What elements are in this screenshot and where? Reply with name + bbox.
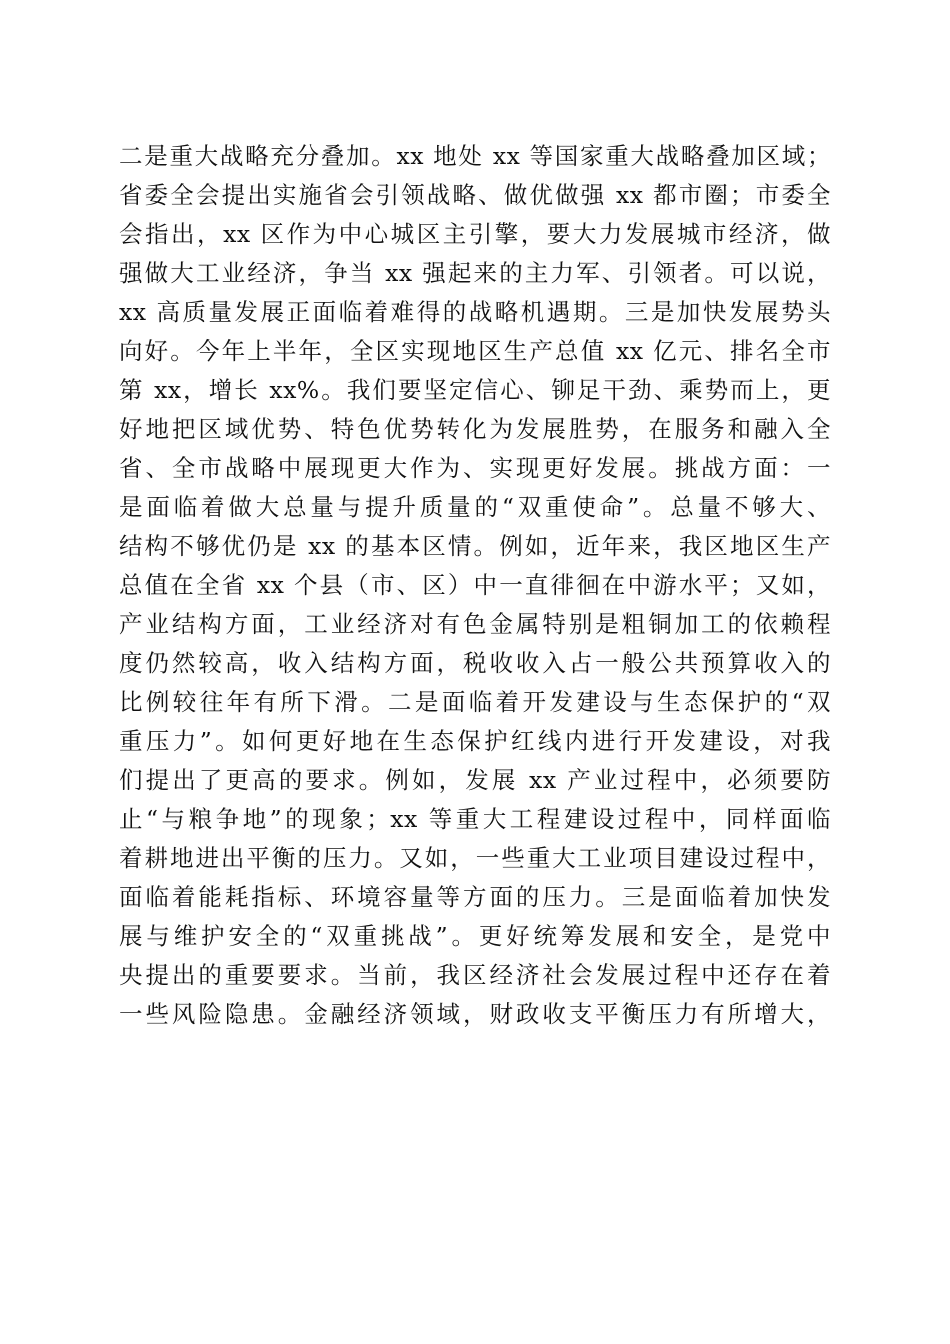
text-line-12: 总值在全省 xx 个县（市、区）中一直徘徊在中游水平；又如， <box>119 571 831 599</box>
text-line-16: 重压力”。如何更好地在生态保护红线内进行开发建设，对我 <box>119 727 831 755</box>
text-line-8: 好地把区域优势、特色优势转化为发展胜势，在服务和融入全 <box>119 415 831 443</box>
text-line-5: xx 高质量发展正面临着难得的战略机遇期。三是加快发展势头 <box>119 298 831 326</box>
text-line-13: 产业结构方面，工业经济对有色金属特别是粗铜加工的依赖程 <box>119 610 831 638</box>
text-line-1: 二是重大战略充分叠加。xx 地处 xx 等国家重大战略叠加区域； <box>119 142 831 170</box>
text-line-2: 省委全会提出实施省会引领战略、做优做强 xx 都市圈；市委全 <box>119 181 831 209</box>
text-line-7: 第 xx，增长 xx%。我们要坚定信心、铆足干劲、乘势而上，更 <box>119 376 831 404</box>
text-line-4: 强做大工业经济，争当 xx 强起来的主力军、引领者。可以说， <box>119 259 831 287</box>
text-line-6: 向好。今年上半年，全区实现地区生产总值 xx 亿元、排名全市 <box>119 337 831 365</box>
text-line-19: 着耕地进出平衡的压力。又如，一些重大工业项目建设过程中， <box>119 844 831 872</box>
text-line-18: 止“与粮争地”的现象；xx 等重大工程建设过程中，同样面临 <box>119 805 831 833</box>
text-line-14: 度仍然较高，收入结构方面，税收收入占一般公共预算收入的 <box>119 649 831 677</box>
text-line-10: 是面临着做大总量与提升质量的“双重使命”。总量不够大、 <box>119 493 831 521</box>
text-line-9: 省、全市战略中展现更大作为、实现更好发展。挑战方面：一 <box>119 454 831 482</box>
document-body-text <box>119 137 831 1034</box>
text-line-3: 会指出，xx 区作为中心城区主引擎，要大力发展城市经济，做 <box>119 220 831 248</box>
text-line-20: 面临着能耗指标、环境容量等方面的压力。三是面临着加快发 <box>119 883 831 911</box>
text-line-22: 央提出的重要要求。当前，我区经济社会发展过程中还存在着 <box>119 961 831 989</box>
text-line-21: 展与维护安全的“双重挑战”。更好统筹发展和安全，是党中 <box>119 922 831 950</box>
text-line-15: 比例较往年有所下滑。二是面临着开发建设与生态保护的“双 <box>119 688 831 716</box>
text-line-17: 们提出了更高的要求。例如，发展 xx 产业过程中，必须要防 <box>119 766 831 794</box>
text-line-23: 一些风险隐患。金融经济领域，财政收支平衡压力有所增大， <box>119 1000 831 1028</box>
text-line-11: 结构不够优仍是 xx 的基本区情。例如，近年来，我区地区生产 <box>119 532 831 560</box>
